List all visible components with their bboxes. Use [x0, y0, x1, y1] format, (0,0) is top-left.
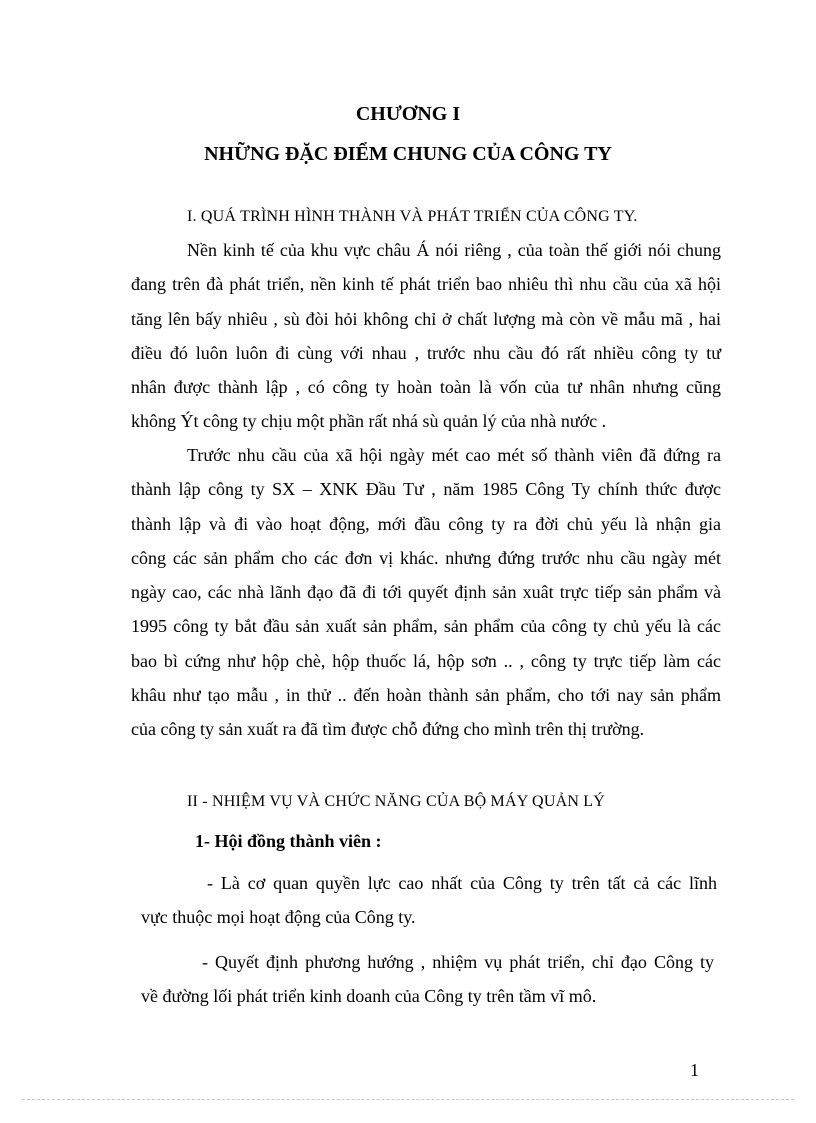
subsection-heading: 1- Hội đồng thành viên : — [195, 831, 382, 851]
page-bottom-divider — [22, 1099, 794, 1100]
paragraph-line: thành lập và đi vào hoạt động, mới đầu công ty ra đời chủ yếu là nhận gia — [131, 514, 721, 534]
paragraph-line: tăng lên bấy nhiêu , sù đòi hỏi không chỉ ở chất lượng mà còn về mẫu mã , hai — [131, 309, 721, 329]
bullet-line: - Là cơ quan quyền lực cao nhất của Công ty trên tất cả các lĩnh — [207, 873, 717, 893]
paragraph-line: Nền kinh tế của khu vực châu Á nói riêng , của toàn thế giới nói chung — [187, 240, 721, 260]
paragraph-line: nhân được thành lập , có công ty hoàn toàn là vốn của tư nhân nhưng cũng — [131, 377, 721, 397]
paragraph-line: khâu như tạo mẫu , in thử .. đến hoàn thành sản phẩm, cho tới nay sản phẩm — [131, 685, 721, 705]
bullet-line: vực thuộc mọi hoạt động của Công ty. — [141, 907, 416, 927]
chapter-subtitle: NHỮNG ĐẶC ĐIỂM CHUNG CỦA CÔNG TY — [204, 143, 612, 165]
paragraph-line: bao bì cứng như hộp chè, hộp thuốc lá, hộp sơn .. , công ty trực tiếp làm các — [131, 651, 721, 671]
section-heading-2: II - NHIỆM VỤ VÀ CHỨC NĂNG CỦA BỘ MÁY QUẢN LÝ — [187, 793, 606, 810]
paragraph-line: công các sản phẩm cho các đơn vị khác. nhưng đứng trước nhu cầu ngày mét — [131, 548, 721, 568]
paragraph-line: ngày cao, các nhà lãnh đạo đã đi tới quyết định sản xuât trực tiếp sản phẩm và — [131, 582, 721, 602]
paragraph-line: thành lập công ty SX – XNK Đầu Tư , năm 1985 Công Ty chính thức được — [131, 479, 721, 499]
section-heading-1: I. QUÁ TRÌNH HÌNH THÀNH VÀ PHÁT TRIỂN CỦA CÔNG TY. — [187, 208, 638, 225]
paragraph-line: của công ty sản xuất ra đã tìm được chỗ đứng cho mình trên thị trường. — [131, 719, 645, 739]
paragraph-line: Trước nhu cầu của xã hội ngày mét cao mét số thành viên đã đứng ra — [187, 445, 721, 465]
bullet-line: - Quyết định phương hướng , nhiệm vụ phát triển, chỉ đạo Công ty — [202, 952, 714, 972]
paragraph-line: điều đó luôn luôn đi cùng với nhau , trước nhu cầu đó rất nhiều công ty tư — [131, 343, 721, 363]
paragraph-line: không Ýt công ty chịu một phần rất nhá sù quản lý của nhà nước . — [131, 411, 607, 431]
bullet-line: về đường lối phát triển kinh doanh của Công ty trên tầm vĩ mô. — [141, 986, 597, 1006]
paragraph-line: đang trên đà phát triển, nền kinh tế phát triển bao nhiêu thì nhu cầu của xã hội — [131, 274, 721, 294]
chapter-title: CHƯƠNG I — [355, 103, 461, 125]
paragraph-line: 1995 công ty bắt đầu sản xuất sản phẩm, sản phẩm của công ty chủ yếu là các — [131, 616, 721, 636]
page-number: 1 — [690, 1060, 699, 1080]
